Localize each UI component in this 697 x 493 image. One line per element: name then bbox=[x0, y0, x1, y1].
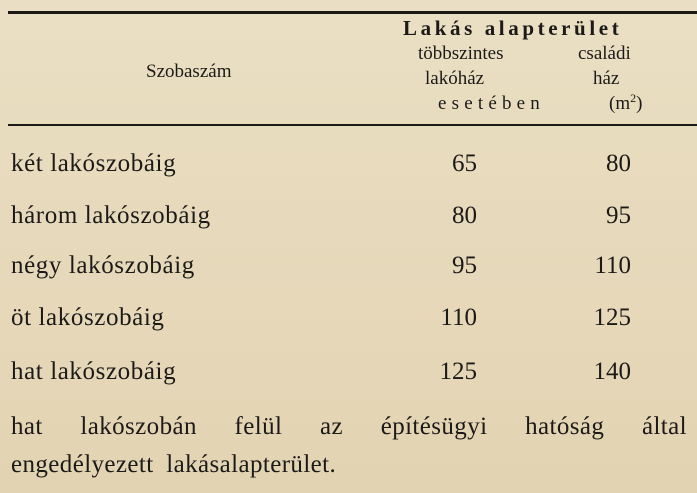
row-label: három lakószobáig bbox=[11, 202, 211, 229]
unit-exponent: 2 bbox=[630, 91, 637, 105]
unit-prefix: (m bbox=[609, 93, 631, 114]
family-house-value: 95 bbox=[606, 202, 631, 229]
family-house-value: 125 bbox=[593, 304, 631, 331]
table-footnote bbox=[11, 408, 691, 484]
multi-storey-value: 80 bbox=[452, 202, 477, 229]
row-label: hat lakószobáig bbox=[11, 358, 177, 385]
multi-storey-value: 95 bbox=[452, 252, 477, 279]
row-label: négy lakószobáig bbox=[11, 252, 195, 279]
table-row bbox=[0, 249, 697, 289]
unit-suffix: ) bbox=[636, 93, 643, 114]
table-header-rule bbox=[8, 124, 697, 126]
unit-header bbox=[609, 91, 643, 114]
case-header-line3: esetében bbox=[438, 93, 546, 114]
family-house-value: 110 bbox=[594, 252, 631, 279]
family-house-value: 140 bbox=[593, 358, 631, 385]
floor-area-group-header: Lakás alapterület bbox=[403, 16, 623, 40]
multi-storey-value: 110 bbox=[440, 304, 477, 331]
family-house-header-line2: ház bbox=[593, 68, 620, 89]
table-row bbox=[0, 301, 697, 341]
table-row bbox=[0, 355, 697, 395]
footnote-line1: hat lakószobán felül az építésügyi hatóság által bbox=[11, 413, 687, 440]
multi-storey-value: 65 bbox=[452, 150, 477, 177]
multi-storey-value: 125 bbox=[439, 358, 477, 385]
table-row bbox=[0, 199, 697, 239]
row-label: két lakószobáig bbox=[11, 150, 177, 177]
table-top-rule bbox=[8, 11, 697, 14]
family-house-value: 80 bbox=[606, 150, 631, 177]
footnote-line2: engedélyezett lakásalapterület. bbox=[11, 451, 337, 478]
multi-storey-header-line2: lakóház bbox=[425, 68, 485, 89]
family-house-header-line1: családi bbox=[578, 43, 631, 64]
row-label: öt lakószobáig bbox=[11, 304, 165, 331]
multi-storey-header-line1: többszintes bbox=[418, 43, 504, 64]
room-count-header: Szobaszám bbox=[146, 61, 232, 82]
table-row bbox=[0, 147, 697, 187]
